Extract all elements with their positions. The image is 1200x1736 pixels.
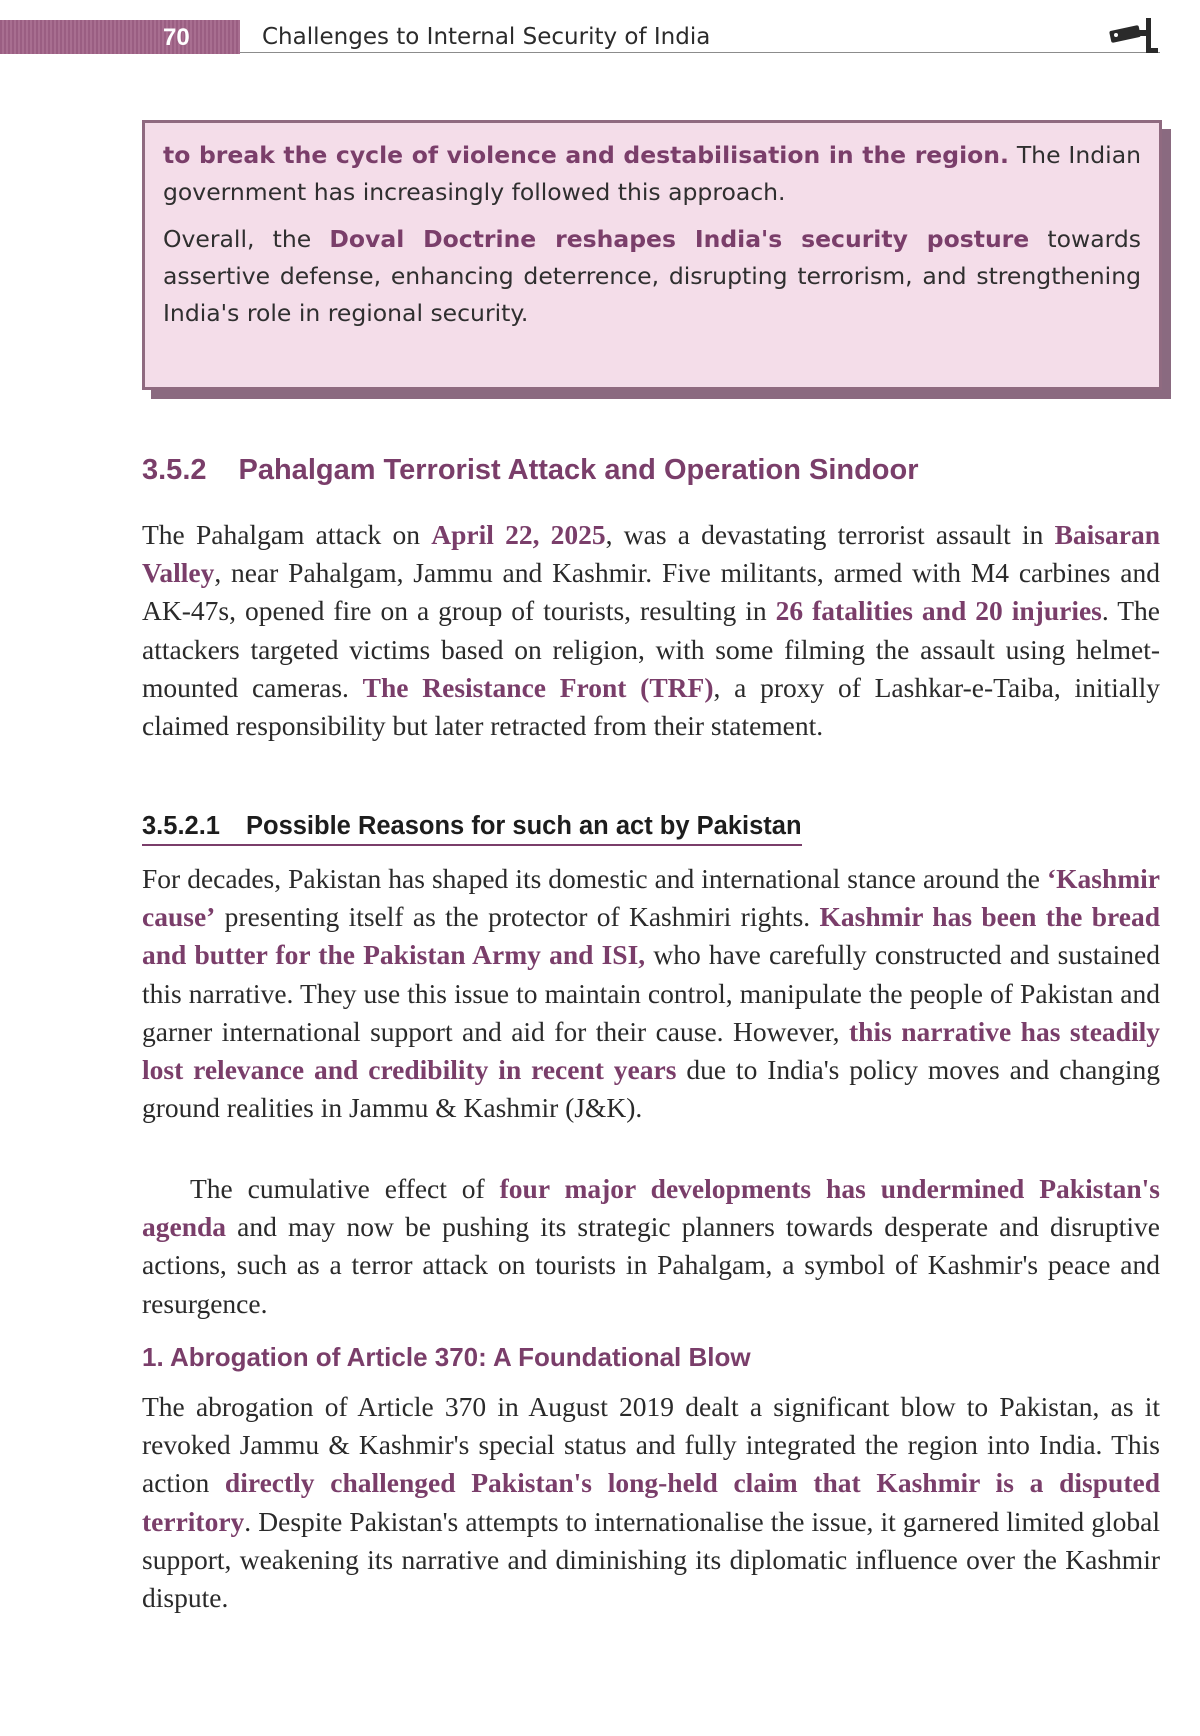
paragraph-pahalgam-attack [142, 516, 1160, 745]
section-number: 3.5.2 [142, 454, 207, 486]
body-text: , a proxy of Lashkar-e-Taiba, initially claimed responsibility but later retracted from their statement. [142, 671, 1161, 742]
body-text: The cumulative effect of [190, 1173, 500, 1204]
body-highlight: Kashmir has been the bread and butter for the Pakistan Army and ISI, [142, 901, 1160, 971]
body-highlight: 26 fatalities and 20 injuries [775, 595, 1102, 627]
body-highlight: this narrative has steadily lost relevance and credibility in recent years [142, 1015, 1160, 1086]
running-title: Challenges to Internal Security of India [262, 24, 711, 50]
body-text: and may now be pushing its strategic planners towards desperate and disruptive actions, such as a terror attack on tourists in Pahalgam, a symbol of Kashmir's peace and resurgence. [142, 1211, 1160, 1319]
paragraph-article-370 [142, 1388, 1160, 1617]
body-text: who have carefully constructed and sustained this narrative. They use this issue to maintain control, manipulate the people of Pakistan and garner international support and aid for their cause. However, [142, 939, 1160, 1047]
section-title: Possible Reasons for such an act by Pakistan [245, 812, 802, 840]
section-title: Pahalgam Terrorist Attack and Operation Sindoor [238, 454, 919, 486]
doctrine-summary-box [142, 120, 1162, 390]
body-text: , near Pahalgam, Jammu and Kashmir. Five militants, armed with M4 carbines and AK-47s, opened fire on a group of tourists, resulting in [142, 557, 1160, 627]
box-text: The Indian government has increasingly followed this approach. [163, 141, 1141, 206]
box-highlight: to break the cycle of violence and destabilisation in the region. [163, 141, 1009, 169]
page-number: 70 [163, 24, 190, 51]
body-text: . Despite Pakistan's attempts to internationalise the issue, it garnered limited global support, weakening its narrative and diminishing its diplomatic influence over the Kashmir dispute. [142, 1505, 1160, 1614]
body-text: presenting itself as the protector of Kashmiri rights. [215, 901, 820, 933]
body-highlight: directly challenged Pakistan's long-held claim that Kashmir is a disputed territory [142, 1467, 1160, 1537]
section-number: 3.5.2.1 [142, 812, 220, 840]
body-highlight: Baisaran Valley [142, 519, 1160, 589]
header-rule [240, 52, 1160, 53]
box-text: Overall, the [163, 225, 330, 253]
cctv-camera-icon [1108, 14, 1162, 58]
page-header [0, 14, 1200, 54]
box-text: towards assertive defense, enhancing deterrence, disrupting terrorism, and strengthening India's role in regional security. [163, 225, 1142, 327]
body-text: . The attackers targeted victims based on religion, with some filming the assault using helmet-mounted cameras. [142, 595, 1160, 703]
body-text: due to India's policy moves and changing ground realities in Jammu & Kashmir (J&K). [142, 1054, 1160, 1124]
paragraph-cumulative-effect [142, 1170, 1160, 1323]
body-text: , was a devastating terrorist assault in [605, 519, 1055, 550]
section-heading-3-5-2 [142, 454, 919, 487]
body-highlight: April 22, 2025 [431, 519, 606, 550]
body-highlight: ‘Kashmir cause’ [142, 863, 1160, 933]
body-text: The abrogation of Article 370 in August 2019 dealt a significant blow to Pakistan, as it revoked Jammu & Kashmir's special status and fully integrated the region into India. This action [142, 1391, 1160, 1499]
box-paragraph-1 [163, 137, 1141, 211]
body-highlight: The Resistance Front (TRF) [362, 671, 714, 703]
subheading-article-370: 1. Abrogation of Article 370: A Foundational Blow [142, 1342, 751, 1372]
box-paragraph-2 [163, 221, 1141, 332]
paragraph-kashmir-cause [142, 860, 1160, 1127]
body-highlight: four major developments has undermined Pakistan's agenda [142, 1173, 1160, 1243]
body-text: For decades, Pakistan has shaped its domestic and international stance around the [142, 863, 1047, 894]
section-heading-3-5-2-1 [142, 812, 802, 846]
box-highlight: Doval Doctrine reshapes India's security posture [329, 225, 1030, 253]
body-text: The Pahalgam attack on [142, 519, 432, 550]
